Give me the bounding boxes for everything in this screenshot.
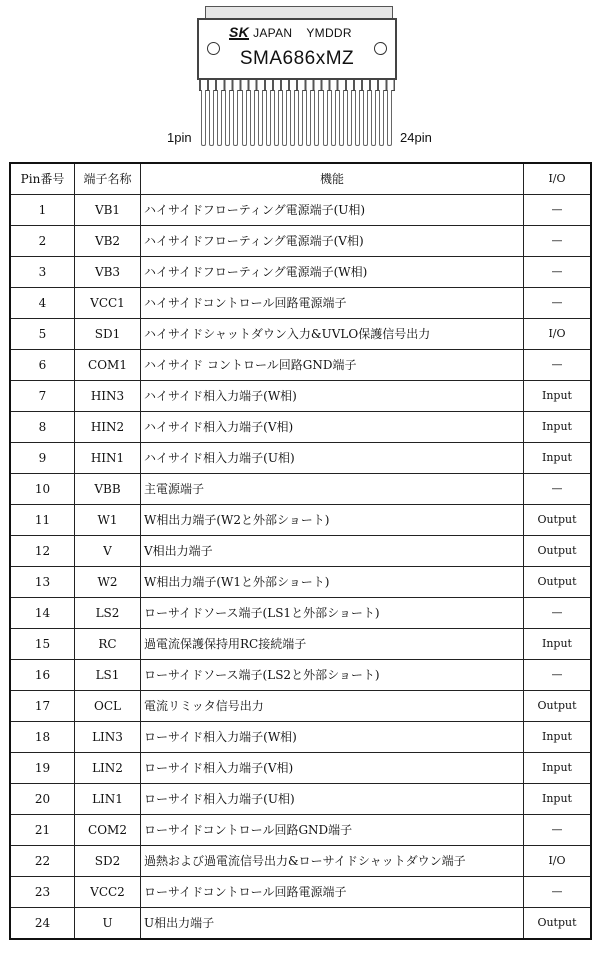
- cell-function: W相出力端子(W1と外部ショート): [141, 567, 524, 598]
- cell-io: Input: [524, 629, 592, 660]
- cell-pin-number: 15: [10, 629, 75, 660]
- cell-pin-name: COM2: [75, 815, 141, 846]
- cell-pin-number: 2: [10, 226, 75, 257]
- package-pin: [371, 90, 376, 146]
- cell-io: —: [524, 660, 592, 691]
- cell-function: ハイサイドシャットダウン入力&UVLO保護信号出力: [141, 319, 524, 350]
- package-pin: [339, 90, 344, 146]
- cell-pin-number: 4: [10, 288, 75, 319]
- table-row: [10, 784, 591, 815]
- table-row: [10, 908, 591, 940]
- cell-function: ハイサイドフローティング電源端子(W相): [141, 257, 524, 288]
- cell-io: Input: [524, 753, 592, 784]
- cell-function: ローサイド相入力端子(U相): [141, 784, 524, 815]
- cell-io: —: [524, 350, 592, 381]
- package-pin: [274, 90, 279, 146]
- cell-pin-number: 17: [10, 691, 75, 722]
- cell-io: Output: [524, 908, 592, 940]
- cell-pin-name: VB2: [75, 226, 141, 257]
- package-pin: [201, 90, 206, 146]
- table-row: [10, 288, 591, 319]
- cell-function: ハイサイドコントロール回路電源端子: [141, 288, 524, 319]
- cell-io: Input: [524, 412, 592, 443]
- table-row: [10, 319, 591, 350]
- cell-pin-name: VCC2: [75, 877, 141, 908]
- cell-pin-name: LIN3: [75, 722, 141, 753]
- cell-io: Input: [524, 722, 592, 753]
- cell-pin-name: VBB: [75, 474, 141, 505]
- cell-pin-name: VB3: [75, 257, 141, 288]
- table-row: [10, 691, 591, 722]
- cell-pin-number: 13: [10, 567, 75, 598]
- cell-pin-name: LS1: [75, 660, 141, 691]
- cell-pin-name: COM1: [75, 350, 141, 381]
- cell-function: ローサイドソース端子(LS2と外部ショート): [141, 660, 524, 691]
- cell-function: W相出力端子(W2と外部ショート): [141, 505, 524, 536]
- package-pin: [225, 90, 230, 146]
- cell-pin-name: RC: [75, 629, 141, 660]
- table-header-row: [10, 163, 591, 195]
- table-row: [10, 877, 591, 908]
- cell-io: —: [524, 195, 592, 226]
- cell-pin-number: 8: [10, 412, 75, 443]
- maker-logo: SK: [229, 24, 250, 40]
- cell-pin-name: HIN2: [75, 412, 141, 443]
- cell-pin-name: V: [75, 536, 141, 567]
- cell-pin-name: W1: [75, 505, 141, 536]
- cell-pin-name: LIN2: [75, 753, 141, 784]
- last-pin-label: 24pin: [400, 130, 432, 145]
- cell-function: ハイサイドフローティング電源端子(U相): [141, 195, 524, 226]
- cell-pin-number: 6: [10, 350, 75, 381]
- cell-io: Output: [524, 691, 592, 722]
- cell-pin-name: HIN3: [75, 381, 141, 412]
- cell-io: Input: [524, 381, 592, 412]
- package-pin: [242, 90, 247, 146]
- cell-pin-number: 20: [10, 784, 75, 815]
- cell-function: ローサイドソース端子(LS1と外部ショート): [141, 598, 524, 629]
- package-pin: [217, 90, 222, 146]
- cell-io: —: [524, 474, 592, 505]
- date-code-marking: YMDDR: [306, 26, 352, 40]
- table-row: [10, 381, 591, 412]
- cell-function: ローサイドコントロール回路電源端子: [141, 877, 524, 908]
- table-row: [10, 815, 591, 846]
- cell-pin-number: 23: [10, 877, 75, 908]
- cell-pin-number: 1: [10, 195, 75, 226]
- cell-function: ハイサイド相入力端子(U相): [141, 443, 524, 474]
- table-row: [10, 598, 591, 629]
- table-row: [10, 567, 591, 598]
- table-row: [10, 350, 591, 381]
- cell-function: 主電源端子: [141, 474, 524, 505]
- table-row: [10, 474, 591, 505]
- header-pin-name: 端子名称: [75, 163, 141, 195]
- package-pin: [314, 90, 319, 146]
- table-row: [10, 226, 591, 257]
- package-pin: [266, 90, 271, 146]
- cell-function: ハイサイド コントロール回路GND端子: [141, 350, 524, 381]
- cell-io: —: [524, 598, 592, 629]
- cell-function: ローサイドコントロール回路GND端子: [141, 815, 524, 846]
- cell-pin-number: 21: [10, 815, 75, 846]
- package-body: [197, 18, 397, 80]
- cell-io: Output: [524, 505, 592, 536]
- table-row: [10, 195, 591, 226]
- table-row: [10, 257, 591, 288]
- package-pin: [290, 90, 295, 146]
- country-marking: JAPAN: [253, 26, 293, 40]
- cell-io: Input: [524, 784, 592, 815]
- cell-function: ハイサイドフローティング電源端子(V相): [141, 226, 524, 257]
- cell-io: —: [524, 226, 592, 257]
- part-number-marking: SMA686xMZ: [239, 48, 355, 69]
- cell-pin-name: VCC1: [75, 288, 141, 319]
- cell-pin-name: U: [75, 908, 141, 940]
- table-row: [10, 846, 591, 877]
- cell-function: U相出力端子: [141, 908, 524, 940]
- cell-io: Output: [524, 536, 592, 567]
- table-row: [10, 629, 591, 660]
- cell-function: 過電流保護保持用RC接続端子: [141, 629, 524, 660]
- package-pin: [323, 90, 328, 146]
- cell-io: —: [524, 815, 592, 846]
- package-pin: [379, 90, 384, 146]
- cell-pin-name: SD1: [75, 319, 141, 350]
- cell-pin-number: 18: [10, 722, 75, 753]
- package-pin: [347, 90, 352, 146]
- pin-function-table: [9, 162, 592, 940]
- package-pin: [298, 90, 303, 146]
- table-row: [10, 443, 591, 474]
- cell-pin-number: 12: [10, 536, 75, 567]
- cell-io: —: [524, 257, 592, 288]
- cell-pin-name: LIN1: [75, 784, 141, 815]
- table-row: [10, 722, 591, 753]
- cell-function: 電流リミッタ信号出力: [141, 691, 524, 722]
- cell-pin-number: 14: [10, 598, 75, 629]
- cell-pin-name: SD2: [75, 846, 141, 877]
- cell-pin-number: 11: [10, 505, 75, 536]
- table-row: [10, 536, 591, 567]
- cell-pin-number: 10: [10, 474, 75, 505]
- table-row: [10, 505, 591, 536]
- cell-pin-number: 19: [10, 753, 75, 784]
- first-pin-label: 1pin: [167, 130, 192, 145]
- package-pins: [199, 90, 395, 148]
- cell-pin-number: 22: [10, 846, 75, 877]
- cell-function: ハイサイド相入力端子(W相): [141, 381, 524, 412]
- package-pin: [258, 90, 263, 146]
- cell-io: Input: [524, 443, 592, 474]
- package-pin: [233, 90, 238, 146]
- cell-pin-name: LS2: [75, 598, 141, 629]
- cell-function: ローサイド相入力端子(W相): [141, 722, 524, 753]
- package-pin: [250, 90, 255, 146]
- package-pin: [355, 90, 360, 146]
- table-row: [10, 412, 591, 443]
- cell-function: V相出力端子: [141, 536, 524, 567]
- cell-pin-number: 24: [10, 908, 75, 940]
- cell-pin-name: OCL: [75, 691, 141, 722]
- cell-function: 過熱および過電流信号出力&ローサイドシャットダウン端子: [141, 846, 524, 877]
- cell-pin-number: 16: [10, 660, 75, 691]
- package-pin: [306, 90, 311, 146]
- package-pin: [209, 90, 214, 146]
- cell-io: —: [524, 877, 592, 908]
- cell-io: —: [524, 288, 592, 319]
- cell-io: I/O: [524, 846, 592, 877]
- cell-pin-name: VB1: [75, 195, 141, 226]
- cell-pin-number: 3: [10, 257, 75, 288]
- cell-io: I/O: [524, 319, 592, 350]
- package-drawing: [0, 0, 597, 150]
- cell-function: ハイサイド相入力端子(V相): [141, 412, 524, 443]
- package-marking-row: [229, 26, 352, 40]
- table-body: [10, 195, 591, 940]
- header-io: I/O: [524, 163, 592, 195]
- cell-io: Output: [524, 567, 592, 598]
- header-function: 機能: [141, 163, 524, 195]
- package-pin: [387, 90, 392, 146]
- package-pin: [363, 90, 368, 146]
- cell-pin-number: 5: [10, 319, 75, 350]
- header-pin-number: Pin番号: [10, 163, 75, 195]
- cell-pin-name: W2: [75, 567, 141, 598]
- cell-pin-name: HIN1: [75, 443, 141, 474]
- cell-function: ローサイド相入力端子(V相): [141, 753, 524, 784]
- cell-pin-number: 9: [10, 443, 75, 474]
- table-row: [10, 753, 591, 784]
- package-pin: [331, 90, 336, 146]
- package-pin: [282, 90, 287, 146]
- table-row: [10, 660, 591, 691]
- cell-pin-number: 7: [10, 381, 75, 412]
